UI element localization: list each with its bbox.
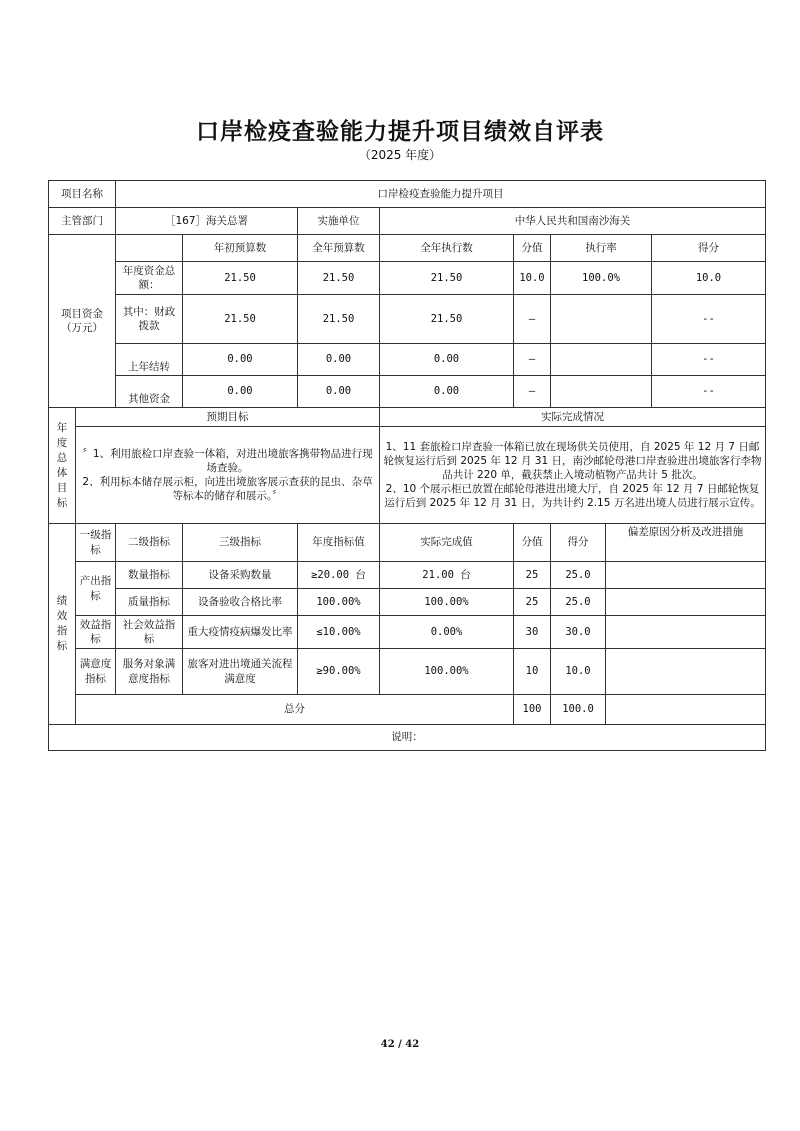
perf-l3: 设备采购数量 — [183, 562, 298, 589]
funds-cell: 21.50 — [298, 295, 380, 344]
funds-cell — [551, 376, 652, 408]
perf-l1: 产出指标 — [76, 562, 116, 616]
funds-header-init: 年初预算数 — [183, 235, 298, 262]
perf-actual: 21.00 台 — [380, 562, 514, 589]
perf-actual: 100.00% — [380, 649, 514, 695]
perf-note — [606, 649, 766, 695]
evaluation-table — [48, 180, 766, 751]
funds-header-score: 分值 — [514, 235, 551, 262]
perf-actual: 0.00% — [380, 616, 514, 649]
funds-header-rate: 执行率 — [551, 235, 652, 262]
note-label: 说明： — [391, 731, 423, 744]
funds-cell: 10.0 — [514, 262, 551, 295]
dept-value: ［167］海关总署 — [116, 208, 298, 235]
funds-cell — [551, 295, 652, 344]
perf-l3: 设备验收合格比率 — [183, 589, 298, 616]
funds-cell: 0.00 — [298, 376, 380, 408]
funds-cell: 0.00 — [298, 344, 380, 376]
perf-target: 100.00% — [298, 589, 380, 616]
project-name-label: 项目名称 — [49, 181, 116, 208]
perf-label-text: 绩效指标 — [56, 595, 68, 652]
funds-row-name: 上年结转 — [116, 344, 183, 376]
project-name-value: 口岸检疫查验能力提升项目 — [116, 181, 766, 208]
perf-header-actual: 实际完成值 — [380, 524, 514, 562]
funds-header-blank — [116, 235, 183, 262]
total-score: 100 — [514, 695, 551, 725]
perf-header-score: 分值 — [514, 524, 551, 562]
total-got: 100.0 — [551, 695, 606, 725]
perf-header-note: 偏差原因分析及改进措施 — [606, 524, 766, 562]
note-row — [49, 725, 766, 751]
actual-goal-label: 实际完成情况 — [380, 408, 766, 427]
perf-note — [606, 616, 766, 649]
funds-cell: — — [514, 376, 551, 408]
funds-cell: 0.00 — [380, 344, 514, 376]
perf-note — [606, 589, 766, 616]
perf-header-got: 得分 — [551, 524, 606, 562]
funds-header-full: 全年预算数 — [298, 235, 380, 262]
perf-header-l3: 三级指标 — [183, 524, 298, 562]
perf-l2: 数量指标 — [116, 562, 183, 589]
perf-got: 25.0 — [551, 589, 606, 616]
perf-target: ≤10.00% — [298, 616, 380, 649]
funds-row-name: 其他资金 — [116, 376, 183, 408]
funds-row-name: 年度资金总额： — [116, 262, 183, 295]
impl-value: 中华人民共和国南沙海关 — [380, 208, 766, 235]
funds-cell: 21.50 — [183, 262, 298, 295]
impl-label: 实施单位 — [298, 208, 380, 235]
funds-cell: 21.50 — [380, 262, 514, 295]
funds-cell: 0.00 — [183, 344, 298, 376]
funds-cell: 0.00 — [380, 376, 514, 408]
page-title: 口岸检疫查验能力提升项目绩效自评表 — [196, 118, 604, 145]
funds-cell: — — [514, 295, 551, 344]
funds-cell: — — [514, 344, 551, 376]
page-subtitle: （2025 年度） — [358, 148, 442, 162]
funds-label-text: 项目资金（万元） — [61, 307, 103, 334]
funds-cell: -- — [652, 295, 766, 344]
perf-label — [49, 524, 76, 725]
perf-l3: 旅客对进出境通关流程满意度 — [183, 649, 298, 695]
expected-goal-text: 〞1、利用旅检口岸查验一体箱，对进出境旅客携带物品进行现场查验。 2、利用标本储存展示柜，向进出境旅客展示查获的昆虫、杂草等标本的储存和展示。〞 — [76, 427, 380, 524]
perf-l2: 质量指标 — [116, 589, 183, 616]
funds-cell: 21.50 — [380, 295, 514, 344]
perf-got: 25.0 — [551, 562, 606, 589]
perf-got: 10.0 — [551, 649, 606, 695]
funds-cell: 100.0% — [551, 262, 652, 295]
perf-header-target: 年度指标值 — [298, 524, 380, 562]
perf-score: 25 — [514, 589, 551, 616]
funds-row-name: 其中：财政拨款 — [116, 295, 183, 344]
funds-cell — [551, 344, 652, 376]
page-number: 42 / 42 — [380, 1039, 420, 1050]
actual-goal-text: 1、11 套旅检口岸查验一体箱已放在现场供关员使用，自 2025 年 12 月 7 日邮轮恢复运行后到 2025 年 12 月 31 日，南沙邮轮母港口岸查验进出境旅客行李物品共计 220 单，截获禁止入境动植物产品共计 5 批次。 2、10 个展示柜已放置在邮轮母港进出境大厅，自 2025 年 12 月 7 日邮轮恢复运行后到 2025 年 12 月 31 日，为共计约 2.15 万名进出境人员进行展示宣传。 — [380, 427, 766, 524]
total-note — [606, 695, 766, 725]
funds-header-exec: 全年执行数 — [380, 235, 514, 262]
perf-l2: 社会效益指标 — [116, 616, 183, 649]
funds-cell: 10.0 — [652, 262, 766, 295]
perf-target: ≥90.00% — [298, 649, 380, 695]
dept-label: 主管部门 — [49, 208, 116, 235]
funds-label — [49, 235, 116, 408]
perf-note — [606, 562, 766, 589]
funds-cell: -- — [652, 376, 766, 408]
expected-goal-label: 预期目标 — [76, 408, 380, 427]
funds-header-got: 得分 — [652, 235, 766, 262]
total-label: 总分 — [76, 695, 514, 725]
perf-l3: 重大疫情疫病爆发比率 — [183, 616, 298, 649]
perf-header-l1: 一级指标 — [76, 524, 116, 562]
funds-cell: -- — [652, 344, 766, 376]
perf-got: 30.0 — [551, 616, 606, 649]
goals-label — [49, 408, 76, 524]
goals-label-text: 年度总体目标 — [56, 421, 68, 509]
perf-header-l2: 二级指标 — [116, 524, 183, 562]
perf-l1: 满意度指标 — [76, 649, 116, 695]
perf-l1: 效益指标 — [76, 616, 116, 649]
funds-cell: 21.50 — [183, 295, 298, 344]
perf-score: 10 — [514, 649, 551, 695]
perf-l2: 服务对象满意度指标 — [116, 649, 183, 695]
perf-score: 25 — [514, 562, 551, 589]
funds-cell: 0.00 — [183, 376, 298, 408]
perf-target: ≥20.00 台 — [298, 562, 380, 589]
perf-actual: 100.00% — [380, 589, 514, 616]
funds-cell: 21.50 — [298, 262, 380, 295]
perf-score: 30 — [514, 616, 551, 649]
